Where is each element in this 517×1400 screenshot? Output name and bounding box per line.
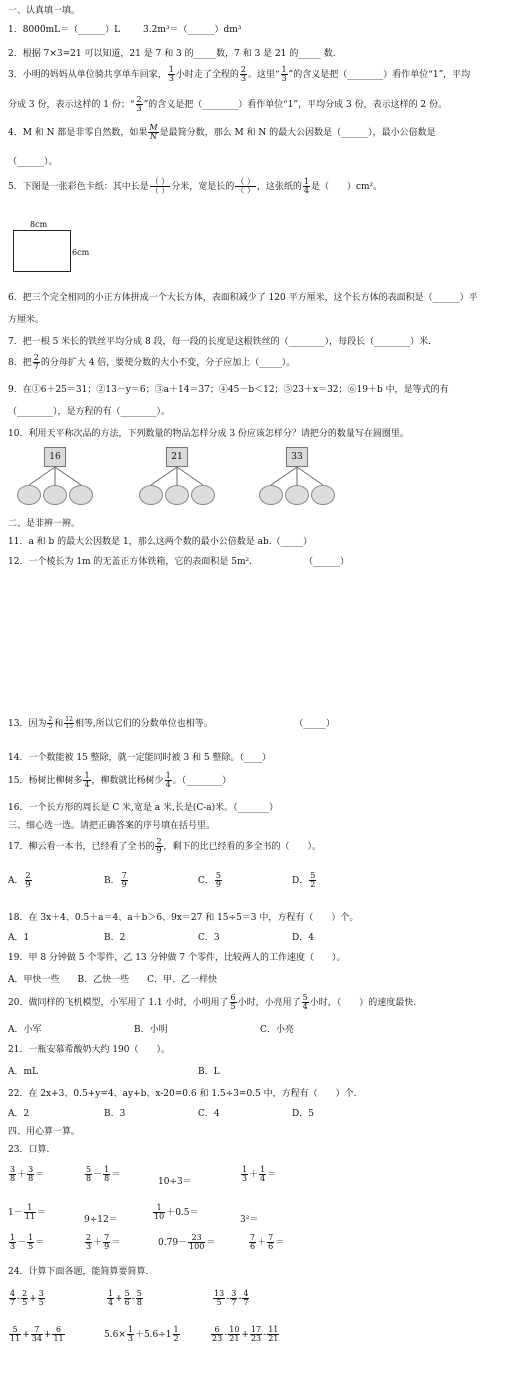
question-6-line-2: 方厘米。	[8, 315, 45, 325]
question-20: 20．做同样的飞机模型，小军用了 1.1 小时，小明用了 $\frac{6}{5}$ 小时，小亮用了 $\frac{5}{4}$ 小时，（ ）的速度最快.	[8, 993, 417, 1011]
question-6-line-1: 6．把三个完全相同的小正方体拼成一个大长方体，表面积减少了 120 平方厘米，这个长方体的表面积是（______）平	[8, 293, 478, 303]
fraction: $\frac{1}{4}$	[165, 771, 171, 789]
weight-box-16: 16	[44, 447, 66, 467]
q22-option-c[interactable]: C．4	[198, 1109, 220, 1119]
answer-circle[interactable]	[191, 485, 215, 505]
question-10: 10．利用天平称次品的方法，下列数量的物品怎样分成 3 份应该怎样分？请把分的数量写在圆圈里。	[8, 429, 409, 439]
q18-option-b[interactable]: B．2	[104, 933, 126, 943]
calc-item: $\frac{4}{7}$ - $\frac{2}{5}$ + $\frac{3}{5}$	[10, 1289, 44, 1307]
q21-option-b[interactable]: B．L	[198, 1067, 220, 1077]
fraction: $\frac{1}{3}$	[281, 65, 287, 83]
section-3-heading: 三、细心选一选。请把正确答案的序号填在括号里。	[8, 821, 216, 831]
q17-option-b[interactable]: B． $\frac{7}{9}$	[104, 871, 127, 889]
fraction: $\frac{( )}{( )}$	[236, 177, 255, 195]
question-9-line-2: （________），是方程的有（________）。	[8, 407, 171, 417]
q17-option-a[interactable]: A． $\frac{2}{9}$	[8, 871, 31, 889]
question-11: 11．a 和 b 的最大公因数是 1，那么这两个数的最小公倍数是 ab.（_____）	[8, 537, 313, 547]
fraction: $\frac{2}{5}$	[48, 716, 53, 730]
answer-circle[interactable]	[311, 485, 335, 505]
calc-item: 1－ $\frac{1}{11}$ ＝	[8, 1203, 46, 1221]
answer-circle[interactable]	[139, 485, 163, 505]
q20-option-b[interactable]: B．小明	[134, 1025, 168, 1035]
question-4-line-2: （______）。	[8, 157, 58, 167]
q17-option-c[interactable]: C． $\frac{5}{9}$	[198, 871, 221, 889]
q18-option-d[interactable]: D．4	[292, 933, 314, 943]
rect-length-label: 8cm	[30, 220, 48, 229]
section-2-heading: 二、是非辨一辨。	[8, 519, 81, 529]
question-14: 14．一个数能被 15 整除，就一定能同时被 3 和 5 整除。（____）	[8, 753, 272, 763]
question-4-line-1: 4．M 和 N 都是非零自然数，如果 $\frac{M}{N}$ 是最简分数，那么 M 和 N 的最大公因数是（______），最小公倍数是	[8, 123, 436, 141]
calc-item: $\frac{1}{3}$ ＋ $\frac{1}{4}$ ＝	[242, 1165, 277, 1183]
answer-circle[interactable]	[259, 485, 283, 505]
fraction: $\frac{( )}{( )}$	[150, 177, 170, 195]
q19-options[interactable]: A．甲快一些 B．乙快一些 C．甲、乙一样快	[8, 975, 218, 985]
calc-item: 5.6× $\frac{1}{3}$ ＋5.6÷1 $\frac{1}{2}$	[104, 1325, 179, 1343]
calc-item: $\frac{1}{4}$ + $\frac{5}{6}$ - $\frac{5}{8}$	[108, 1289, 142, 1307]
calc-item: 9÷12＝	[84, 1215, 118, 1225]
question-9-line-1: 9．在①6＋25＝31；②13－y＝6；③a＋14＝37；④45－b＜12；⑤23＋x＝32；⑥19＋b 中，是等式的有	[8, 385, 449, 395]
calc-item: 3²＝	[240, 1215, 259, 1225]
answer-circle[interactable]	[43, 485, 67, 505]
calc-item: $\frac{13}{5}$ - $\frac{3}{7}$ - $\frac{4}{7}$	[214, 1289, 249, 1307]
fraction: $\frac{1}{3}$	[168, 65, 174, 83]
tree-lines	[0, 0, 517, 520]
question-17: 17．柳云看一本书，已经看了全书的 $\frac{2}{9}$ ，剩下的比已经看的多全书的（ ）。	[8, 837, 322, 855]
calc-item: $\frac{5}{8}$ － $\frac{1}{8}$ ＝	[86, 1165, 121, 1183]
fraction: $\frac{2}{3}$	[136, 95, 142, 113]
q1-part-b: 3.2m³＝（______）dm³	[143, 25, 242, 35]
question-13: 13．因为 $\frac{2}{5}$ 和 $\frac{12}{15}$ 相等,所以它们的分数单位也相等。 （_____）	[8, 716, 335, 730]
fraction: $\frac{2}{7}$	[33, 353, 39, 371]
question-5: 5．下图是一张彩色卡纸：其中长是 $\frac{( )}{( )}$ 分米，宽是长的 $\frac{( )}{( )}$ ，这张纸的 $\frac{1}{4}$ 是（ ）cm²。	[8, 177, 383, 195]
q21-option-a[interactable]: A．mL	[8, 1067, 39, 1077]
calc-item: $\frac{1}{3}$ － $\frac{1}{5}$ ＝	[10, 1233, 45, 1251]
answer-circle[interactable]	[69, 485, 93, 505]
rect-width-label: 6cm	[72, 248, 90, 257]
question-23-title: 23．口算.	[8, 1145, 50, 1155]
calc-item: 0.79－ $\frac{23}{100}$ ＝	[158, 1233, 216, 1251]
q20-option-a[interactable]: A．小军	[8, 1025, 42, 1035]
question-3-line-2: 分成 3 份，表示这样的 1 份；“ $\frac{2}{3}$ ”的含义是把（________）看作单位“1”，平均分成 3 份，表示这样的 2 份。	[8, 95, 448, 113]
fraction: $\frac{1}{4}$	[303, 177, 309, 195]
calc-item: $\frac{5}{11}$ + $\frac{7}{34}$ + $\frac{6}{11}$	[10, 1325, 64, 1343]
question-24-title: 24．计算下面各题，能简算要简算.	[8, 1267, 149, 1277]
question-18: 18．在 3x＋4、0.5＋a＝4、a＋b＞6、9x＝27 和 15÷5＝3 中，方程有（ ）个。	[8, 913, 359, 923]
calc-item: $\frac{6}{23}$ - $\frac{10}{21}$ + $\frac{17}{23}$ - $\frac{11}{21}$	[212, 1325, 279, 1343]
question-19: 19．甲 8 分钟做 5 个零件，乙 13 分钟做 7 个零件，比较两人的工作速度（ ）。	[8, 953, 346, 963]
q22-option-d[interactable]: D．5	[292, 1109, 314, 1119]
q22-option-b[interactable]: B．3	[104, 1109, 126, 1119]
fraction: $\frac{2}{3}$	[240, 65, 246, 83]
question-2: 2．根据 7×3=21 可以知道，21 是 7 和 3 的_____数，7 和 3 是 21 的_____ 数.	[8, 49, 336, 59]
fraction: $\frac{1}{4}$	[84, 771, 90, 789]
q1-part-a: 1．8000mL＝（______）L	[8, 25, 121, 35]
answer-circle[interactable]	[165, 485, 189, 505]
calc-item: $\frac{3}{8}$ ＋ $\frac{3}{8}$ ＝	[10, 1165, 45, 1183]
question-12: 12．一个棱长为 1m 的无盖正方体铁箱，它的表面积是 5m². （______）	[8, 557, 350, 567]
fraction: $\frac{6}{5}$	[230, 993, 236, 1011]
weight-box-21: 21	[166, 447, 188, 467]
fraction: $\frac{2}{9}$	[156, 837, 162, 855]
section-4-heading: 四、用心算一算。	[8, 1127, 81, 1137]
q17-option-d[interactable]: D． $\frac{5}{2}$	[292, 871, 316, 889]
question-21: 21．一瓶安慕希酸奶大约 190（ ）。	[8, 1045, 170, 1055]
weight-box-33: 33	[286, 447, 308, 467]
question-3-line-1: 3．小明的妈妈从单位骑共享单车回家， $\frac{1}{3}$ 小时走了全程的 $\frac{2}{3}$ 。这里“ $\frac{1}{3}$ ”的含义是把（________）看作单位“1”，平均	[8, 65, 471, 83]
question-16: 16．一个长方形的周长是 C 米,宽是 a 米,长是(C-a)米。（_______）	[8, 803, 279, 813]
question-22: 22．在 2x+3、0.5+y=4、ay+b、x-20=0.6 和 1.5÷3=0.5 中，方程有（ ）个.	[8, 1089, 357, 1099]
question-8: 8．把 $\frac{2}{7}$ 的分母扩大 4 倍，要使分数的大小不变，分子应加上（_____）。	[8, 353, 296, 371]
calc-item: $\frac{1}{10}$ ＋0.5＝	[154, 1203, 199, 1221]
q20-option-c[interactable]: C．小亮	[260, 1025, 294, 1035]
fraction: $\frac{5}{4}$	[302, 993, 308, 1011]
q18-option-c[interactable]: C．3	[198, 933, 220, 943]
answer-circle[interactable]	[285, 485, 309, 505]
q18-option-a[interactable]: A．1	[8, 933, 30, 943]
question-7: 7．把一根 5 米长的铁丝平均分成 8 段，每一段的长度是这根铁丝的（________），每段长（________）米.	[8, 337, 431, 347]
section-1-heading: 一、认真填一填。	[8, 6, 81, 16]
calc-item: $\frac{2}{3}$ ＋ $\frac{7}{9}$ ＝	[86, 1233, 121, 1251]
answer-circle[interactable]	[17, 485, 41, 505]
calc-item: 10÷3＝	[158, 1177, 192, 1187]
fraction: $\frac{12}{15}$	[65, 716, 73, 730]
question-15: 15．杨树比柳树多 $\frac{1}{4}$ ，柳数就比杨树少 $\frac{1}{4}$ 。（________）	[8, 771, 232, 789]
fraction: $\frac{M}{N}$	[149, 123, 158, 141]
calc-item: $\frac{7}{6}$ ＋ $\frac{7}{6}$ ＝	[250, 1233, 285, 1251]
q22-option-a[interactable]: A．2	[8, 1109, 30, 1119]
